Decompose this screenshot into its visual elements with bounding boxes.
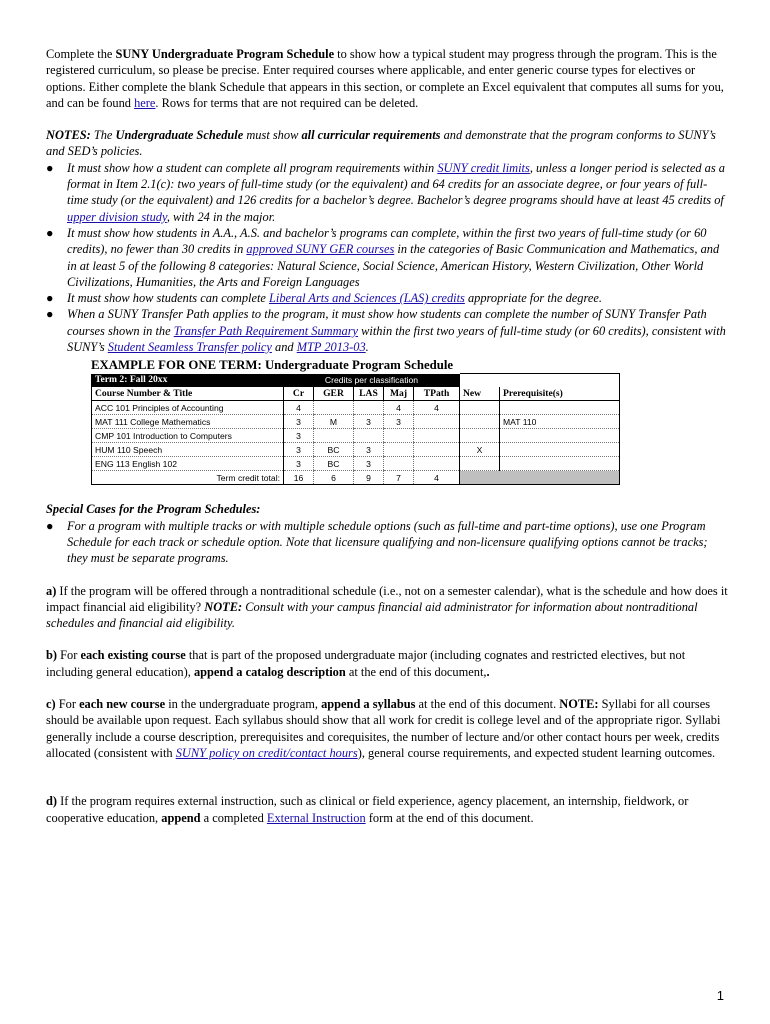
credit-contact-hours-link[interactable]: SUNY policy on credit/contact hours bbox=[175, 745, 358, 760]
col-prereq: Prerequisite(s) bbox=[500, 387, 620, 401]
credit-limits-link[interactable]: SUNY credit limits bbox=[437, 160, 530, 175]
col-ger: GER bbox=[314, 387, 354, 401]
notes-list bbox=[46, 160, 728, 356]
table-row: ENG 113 English 102 3 BC 3 bbox=[92, 457, 620, 471]
notes-label: NOTES: bbox=[46, 128, 91, 143]
item-a: a) If the program will be offered through a nontraditional schedule (i.e., not on a semester calendar), what is the schedule and how does it impact financial aid eligibility? NOTE: Consult with your campus financial aid administrator for information about nontraditional schedules and financial aid eligibility. bbox=[46, 583, 728, 631]
schedule-name: SUNY Undergraduate Program Schedule bbox=[115, 47, 335, 61]
transfer-path-link[interactable]: Transfer Path Requirement Summary bbox=[173, 323, 359, 338]
notes-intro: NOTES: The Undergraduate Schedule must show all curricular requirements and demonstrate that the program conforms to SUNY’s and SED’s policies. bbox=[46, 128, 716, 159]
bullet-icon: ● bbox=[46, 160, 54, 175]
list-item: ● It must show how a student can complete all program requirements within SUNY credit limits, unless a longer period is selected as a format in Item 2.1(c): two years of full-time study (or the equivalent) and 64 credits for an associate degree, or four years of full-time study (or the equivalent) and 126 credits for a bachelor’s degree. Bachelor’s degree programs should have at least 45 credits of upper division study, with 24 in the major. bbox=[46, 160, 725, 224]
col-tpath: TPath bbox=[414, 387, 460, 401]
table-header-row bbox=[92, 387, 620, 401]
table-row: ACC 101 Principles of Accounting 4 4 4 bbox=[92, 401, 620, 415]
item-c: c) For each new course in the undergraduate program, append a syllabus at the end of this document. NOTE: Syllabi for all courses should be available upon request. Each syllabus should show that all work for credit is college level and of the appropriate rigor. Syllabi generally include a course description, prerequisites and corequisites, the number of lecture and/or other contact hours per week, credits allocated (consistent with SUNY policy on credit/contact hours), general course requirements, and expected student learning outcomes. bbox=[46, 697, 721, 760]
seamless-transfer-link[interactable]: Student Seamless Transfer policy bbox=[107, 340, 272, 355]
list-item: ● When a SUNY Transfer Path applies to the program, it must show how students can complete the number of SUNY Transfer Path courses shown in the Transfer Path Requirement Summary within the first two years of full-time study (or 60 credits), consistent with SUNY’s Student Seamless Transfer policy and MTP 2013-03. bbox=[46, 307, 726, 355]
page-number: 1 bbox=[716, 988, 724, 1003]
bullet-icon: ● bbox=[46, 225, 54, 240]
table-header-row bbox=[92, 374, 620, 388]
special-cases-section bbox=[46, 501, 728, 566]
term-credit-total-label: Term credit total: bbox=[92, 471, 284, 485]
col-maj: Maj bbox=[384, 387, 414, 401]
notes-section bbox=[46, 127, 728, 355]
item-b: b) For each existing course that is part of the proposed undergraduate major (including cognates and restricted electives, but not including general education), append a catalog description at the end of this document,. bbox=[46, 648, 686, 679]
col-las: LAS bbox=[354, 387, 384, 401]
table-row: HUM 110 Speech 3 BC 3 X bbox=[92, 443, 620, 457]
las-credits-link[interactable]: Liberal Arts and Sciences (LAS) credits bbox=[269, 291, 465, 306]
col-cr: Cr bbox=[284, 387, 314, 401]
example-schedule-table bbox=[91, 373, 620, 485]
credits-header: Credits per classification bbox=[284, 374, 460, 388]
example-title: EXAMPLE FOR ONE TERM: Undergraduate Program Schedule bbox=[91, 358, 454, 373]
col-new: New bbox=[460, 387, 500, 401]
table-row: CMP 101 Introduction to Computers 3 bbox=[92, 429, 620, 443]
list-item: ● For a program with multiple tracks or with multiple schedule options (such as full-time and part-time options), use one Program Schedule for each track or schedule option. Note that licensure qualifying and non-licensure qualifying options cannot be tracks; they must be separate programs. bbox=[46, 518, 708, 566]
special-cases-list bbox=[46, 518, 728, 567]
bullet-icon: ● bbox=[46, 518, 54, 533]
table-row: MAT 111 College Mathematics 3 M 3 3 MAT 110 bbox=[92, 415, 620, 429]
col-course: Course Number & Title bbox=[92, 387, 284, 401]
mtp-link[interactable]: MTP 2013-03 bbox=[296, 340, 366, 355]
excel-link[interactable]: here bbox=[134, 95, 156, 110]
list-item: ● It must show how students in A.A., A.S. and bachelor’s programs can complete, within the first two years of full-time study (or 60 credits), no fewer than 30 credits in approved SUNY GER courses in the categories of Basic Communication and Mathematics, and in at least 5 of the following 8 categories: Natural Science, Social Science, American History, Western Civilization, Other World Civilizations, Humanities, the Arts and Foreign Languages bbox=[46, 225, 720, 289]
bullet-icon: ● bbox=[46, 307, 54, 322]
special-cases-title: Special Cases for the Program Schedules: bbox=[46, 502, 261, 517]
intro-paragraph: Complete the SUNY Undergraduate Program Schedule to show how a typical student may progress through the program. This is the registered curriculum, so please be precise. Enter required courses where applicable, and enter generic course types for electives or options. Either complete the blank Schedule that appears in this section, or complete an Excel equivalent that computes all sums for you, and can be found here. Rows for terms that are not required can be deleted. bbox=[46, 47, 724, 110]
list-item: ● It must show how students can complete Liberal Arts and Sciences (LAS) credits appropriate for the degree. bbox=[46, 291, 602, 306]
table-total-row: Term credit total: 16 6 9 7 4 bbox=[92, 471, 620, 485]
ger-courses-link[interactable]: approved SUNY GER courses bbox=[246, 242, 395, 257]
item-d: d) If the program requires external instruction, such as clinical or field experience, agency placement, an internship, fieldwork, or cooperative education, append a completed External Instruction form at the end of this document. bbox=[46, 794, 689, 825]
term-label: Term 2: Fall 20xx bbox=[92, 374, 284, 388]
bullet-icon: ● bbox=[46, 291, 54, 306]
external-instruction-link[interactable]: External Instruction bbox=[266, 810, 366, 825]
upper-division-link[interactable]: upper division study bbox=[67, 209, 167, 224]
document-page bbox=[46, 46, 728, 842]
